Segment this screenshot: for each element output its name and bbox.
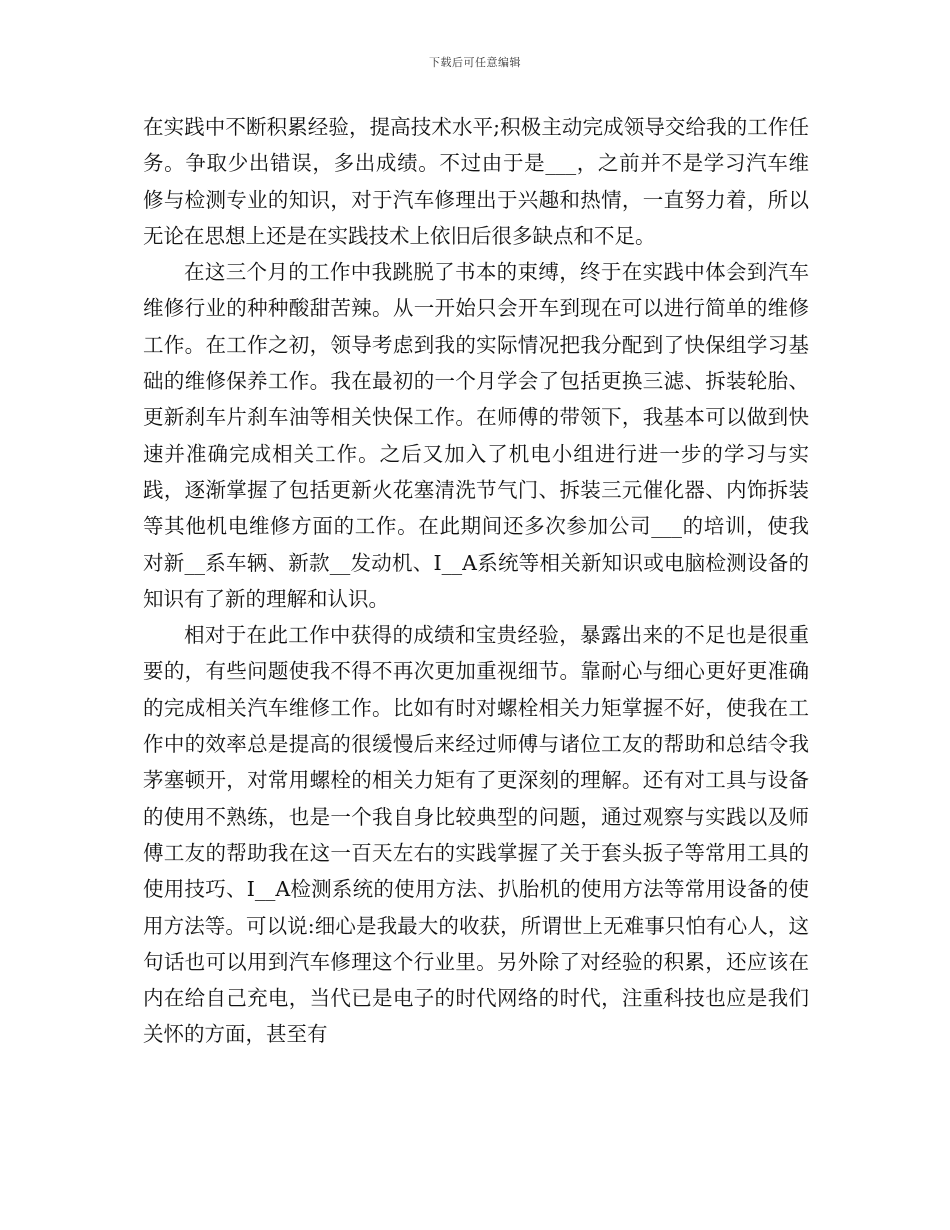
paragraph-3: 相对于在此工作中获得的成绩和宝贵经验，暴露出来的不足也是很重要的，有些问题使我不得不再次更加重视细节。靠耐心与细心更好更准确的完成相关汽车维修工作。比如有时对螺栓相关力矩掌握不好，使我在工作中的效率总是提高的很缓慢后来经过师傅与诸位工友的帮助和总结令我茅塞顿开，对常用螺栓的相关力矩有了更深刻的理解。还有对工具与设备的使用不熟练，也是一个我自身比较典型的问题，通过观察与实践以及师傅工友的帮助我在这一百天左右的实践掌握了关于套头扳子等常用工具的使用技巧、I__A检测系统的使用方法、扒胎机的使用方法等常用设备的使用方法等。可以说:细心是我最大的收获，所谓世上无难事只怕有心人，这句话也可以用到汽车修理这个行业里。另外除了对经验的积累，还应该在内在给自己充电，当代已是电子的时代网络的时代，注重科技也应是我们关怀的方面，甚至有 bbox=[143, 623, 809, 1047]
paragraph-2: 在这三个月的工作中我跳脱了书本的束缚，终于在实践中体会到汽车维修行业的种种酸甜苦辣。从一开始只会开车到现在可以进行简单的维修工作。在工作之初，领导考虑到我的实际情况把我分配到了快保组学习基础的维修保养工作。我在最初的一个月学会了包括更换三滤、拆装轮胎、更新刹车片刹车油等相关快保工作。在师傅的带领下，我基本可以做到快速并准确完成相关工作。之后又加入了机电小组进行进一步的学习与实践，逐渐掌握了包括更新火花塞清洗节气门、拆装三元催化器、内饰拆装等其他机电维修方面的工作。在此期间还多次参加公司___的培训，使我对新__系车辆、新款__发动机、I__A系统等相关新知识或电脑检测设备的知识有了新的理解和认识。 bbox=[143, 260, 809, 611]
document-body bbox=[143, 109, 809, 1053]
paragraph-1: 在实践中不断积累经验，提高技术水平;积极主动完成领导交给我的工作任务。争取少出错误，多出成绩。不过由于是___，之前并不是学习汽车维修与检测专业的知识，对于汽车修理出于兴趣和热情，一直努力着，所以无论在思想上还是在实践技术上依旧后很多缺点和不足。 bbox=[143, 115, 809, 248]
page-header: 下载后可任意编辑 bbox=[429, 56, 521, 69]
